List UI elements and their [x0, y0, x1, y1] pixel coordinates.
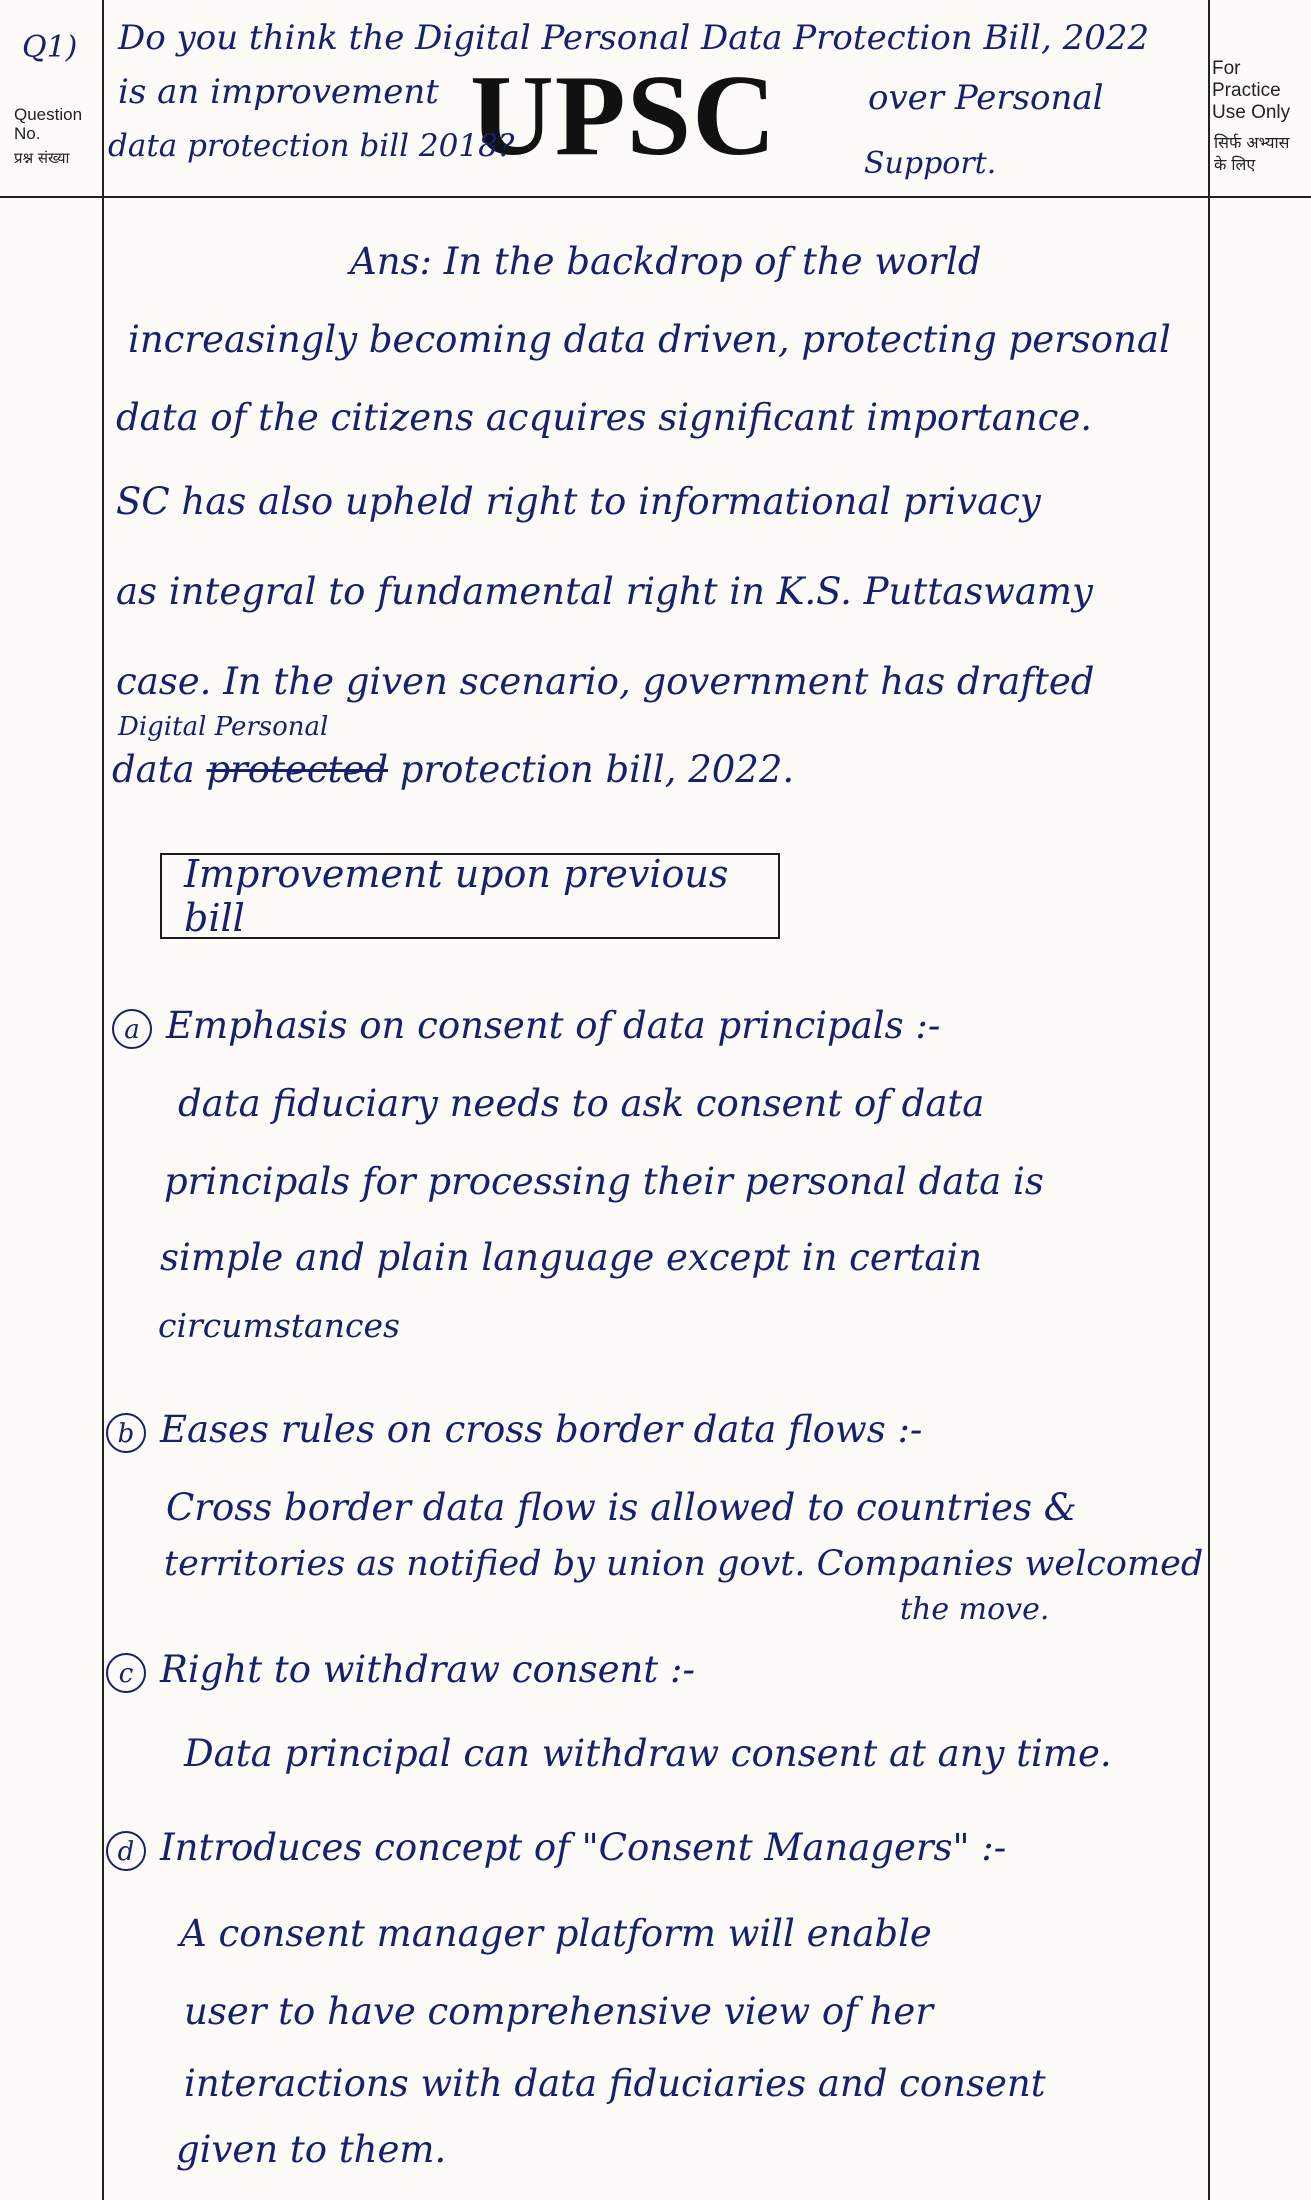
- practice-label-hindi: सिर्फ अभ्यास के लिए: [1214, 133, 1290, 174]
- section-heading: Improvement upon previous bill: [184, 852, 729, 940]
- answer-line-4: SC has also upheld right to informational privacy: [116, 480, 1041, 523]
- point-a-line-3: simple and plain language except in certain: [160, 1236, 983, 1279]
- point-d-line-2: user to have comprehensive view of her: [184, 1990, 934, 2033]
- point-d-line-3: interactions with data fiduciaries and consent: [184, 2062, 1046, 2105]
- point-a-line-1: data fiduciary needs to ask consent of data: [178, 1082, 985, 1125]
- point-a-heading: [112, 1004, 940, 1049]
- question-line-5: Support.: [864, 146, 997, 181]
- point-a-line-2: principals for processing their personal data is: [164, 1160, 1044, 1203]
- answer-line-6: case. In the given scenario, government has drafted: [116, 660, 1095, 703]
- question-line-3: data protection bill 2018?: [108, 128, 515, 164]
- point-c-marker: c: [106, 1653, 146, 1693]
- question-number-label-hindi: प्रश्न संख्या: [14, 149, 70, 167]
- point-a-line-4: circumstances: [158, 1306, 400, 1345]
- answer-line-5: as integral to fundamental right in K.S. Puttaswamy: [116, 570, 1093, 613]
- question-number-value: Q1): [22, 30, 78, 65]
- question-number-label: Question No.: [14, 105, 83, 143]
- left-margin-rule: [102, 0, 104, 2200]
- answer-line-3: data of the citizens acquires significant importance.: [116, 396, 1093, 439]
- point-b-line-3: the move.: [900, 1592, 1050, 1627]
- question-line-4: over Personal: [868, 78, 1104, 118]
- point-c-title: Right to withdraw consent :-: [160, 1648, 695, 1691]
- right-margin-rule: [1208, 0, 1210, 2200]
- point-a-title: Emphasis on consent of data principals :-: [166, 1004, 941, 1047]
- answer-line-7-end: protection bill, 2022.: [399, 748, 795, 791]
- answer-line-1: Ans: In the backdrop of the world: [350, 240, 982, 283]
- answer-line-7: [112, 748, 794, 791]
- point-b-line-1: Cross border data flow is allowed to countries &: [166, 1486, 1077, 1529]
- header-rule: [0, 196, 1311, 198]
- point-d-heading: [106, 1826, 1006, 1871]
- point-c-heading: [106, 1648, 695, 1693]
- answer-line-7-start: data: [112, 748, 195, 791]
- point-d-title: Introduces concept of "Consent Managers" :-: [160, 1826, 1007, 1869]
- point-b-title: Eases rules on cross border data flows :-: [160, 1408, 923, 1451]
- point-b-heading: [106, 1408, 922, 1453]
- insert-note: Digital Personal: [118, 712, 329, 742]
- point-d-line-1: A consent manager platform will enable: [180, 1912, 932, 1955]
- point-a-marker: a: [112, 1009, 152, 1049]
- practice-label: For Practice Use Only: [1212, 58, 1291, 123]
- section-heading-box: [160, 853, 780, 939]
- brand-logo: UPSC: [470, 52, 777, 180]
- answer-line-2: increasingly becoming data driven, protecting personal: [128, 318, 1171, 361]
- point-d-marker: d: [106, 1831, 146, 1871]
- point-c-line-1: Data principal can withdraw consent at any time.: [184, 1732, 1112, 1775]
- point-b-marker: b: [106, 1413, 146, 1453]
- question-line-1: Do you think the Digital Personal Data Protection Bill, 2022: [118, 18, 1150, 58]
- struck-word: protected: [206, 748, 389, 791]
- point-b-line-2: territories as notified by union govt. Companies welcomed: [164, 1544, 1204, 1584]
- question-line-2: is an improvement: [118, 72, 439, 112]
- point-d-line-4: given to them.: [176, 2128, 447, 2171]
